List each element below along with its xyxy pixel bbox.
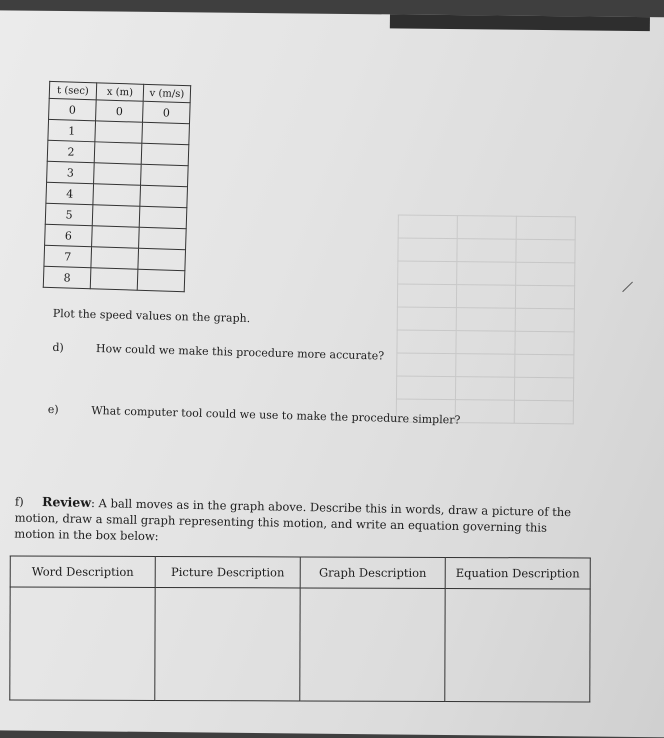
position-cell[interactable] — [92, 226, 140, 248]
velocity-cell[interactable] — [141, 164, 189, 186]
position-cell[interactable] — [92, 205, 140, 227]
time-cell: 7 — [44, 245, 92, 267]
velocity-cell[interactable] — [137, 269, 185, 291]
page-shadow — [390, 14, 650, 31]
worksheet-page — [0, 10, 664, 738]
header-time: t (sec) — [49, 81, 97, 99]
question-d-letter: d) — [52, 340, 64, 355]
review-title: Review — [41, 494, 92, 510]
table-row — [43, 266, 185, 291]
position-cell[interactable] — [95, 121, 143, 143]
velocity-cell[interactable] — [138, 248, 186, 270]
review-answer-row — [10, 587, 590, 702]
question-e-text: What computer tool could we use to make the procedure simpler? — [91, 403, 461, 427]
review-text: : A ball moves as in the graph above. Describe this in words, draw a picture of the motion, draw a small graph representing this motion, and write an equation governing this motion in the box below: — [14, 495, 572, 544]
review-header-row — [10, 556, 590, 589]
header-position: x (m) — [96, 83, 144, 101]
word-description-cell[interactable] — [10, 587, 155, 701]
graph-description-cell[interactable] — [300, 588, 445, 702]
time-cell: 0 — [49, 98, 97, 120]
header-velocity: v (m/s) — [143, 84, 191, 102]
position-cell[interactable] — [91, 247, 139, 269]
time-cell: 5 — [45, 203, 93, 225]
picture-description-cell[interactable] — [155, 587, 300, 701]
position-cell[interactable] — [94, 163, 142, 185]
graph-description-header: Graph Description — [300, 557, 445, 589]
time-cell: 6 — [45, 224, 93, 246]
velocity-cell[interactable]: 0 — [143, 101, 191, 123]
velocity-cell[interactable] — [139, 206, 187, 228]
equation-description-header: Equation Description — [445, 557, 590, 589]
equation-description-cell[interactable] — [445, 588, 590, 702]
pen-mark — [612, 272, 632, 293]
time-cell: 1 — [48, 119, 96, 141]
velocity-cell[interactable] — [140, 185, 188, 207]
question-d — [52, 341, 384, 363]
bleed-through-table — [396, 214, 576, 424]
motion-data-table — [43, 81, 191, 292]
review-letter: f) — [14, 494, 24, 509]
time-cell: 8 — [43, 266, 91, 288]
picture-description-header: Picture Description — [155, 556, 300, 588]
velocity-cell[interactable] — [142, 122, 190, 144]
question-d-text: How could we make this procedure more accurate? — [95, 342, 385, 363]
time-cell: 4 — [46, 182, 94, 204]
position-cell[interactable] — [93, 184, 141, 206]
plot-instruction: Plot the speed values on the graph. — [52, 306, 251, 326]
review-question — [14, 494, 575, 553]
time-cell: 2 — [47, 140, 95, 162]
position-cell[interactable] — [90, 268, 138, 290]
position-cell[interactable]: 0 — [96, 100, 144, 122]
time-cell: 3 — [47, 161, 95, 183]
position-cell[interactable] — [94, 142, 142, 164]
velocity-cell[interactable] — [141, 143, 189, 165]
word-description-header: Word Description — [10, 556, 155, 588]
review-answer-table — [9, 555, 591, 702]
question-e-letter: e) — [47, 402, 59, 417]
velocity-cell[interactable] — [139, 227, 187, 249]
